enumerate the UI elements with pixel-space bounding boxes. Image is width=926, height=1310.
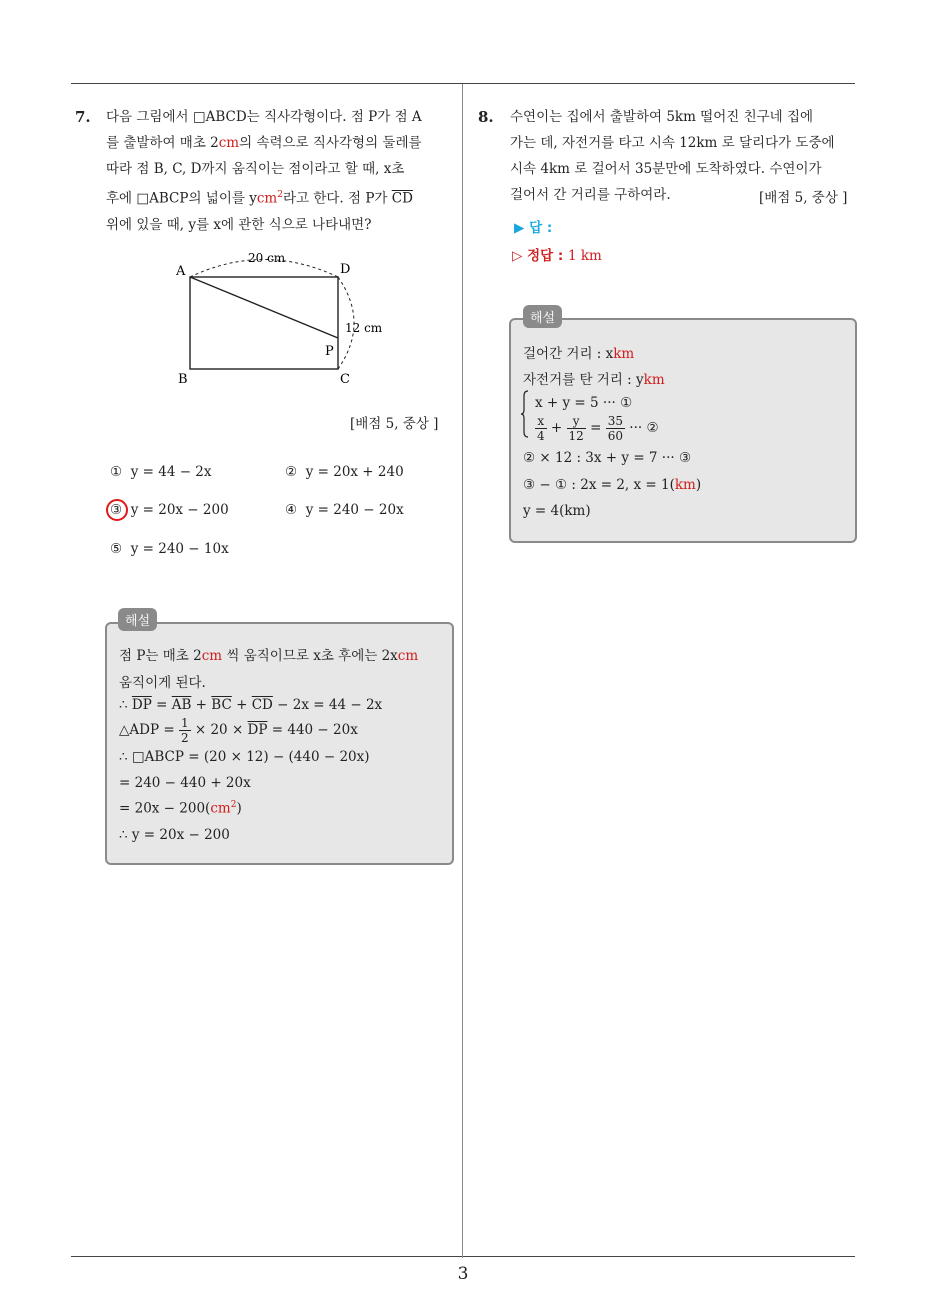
answer-label: ▶ 답 : [514,220,553,236]
choice-4[interactable]: ④ y = 240 − 20x [285,502,404,518]
q8-sol-system-2: $\frac{x}{4}$ + $\frac{y}{12}$ = $\frac{35}{60}$ ··· ② [537,414,659,443]
q7-sol-line-2: 움직이게 된다. [119,675,206,691]
q7-unit-cm: cm [218,135,240,151]
q7-sol-line-8: ∴ y = 20x − 200 [119,827,230,843]
q7-line-5: 위에 있을 때, y를 x에 관한 식으로 나타내면? [106,216,372,233]
q7-sol-line-4: △ADP = $\frac{1}{2}$ × $20 \times \overline{DP} = 440 - 20x$ [119,716,358,745]
q7-line-1: 다음 그림에서 □ABCD는 직사각형이다. 점 P가 점 A [106,109,422,125]
segment-cd: $\overline{CD}$ [391,190,413,207]
q8-sol-line-1: 걸어간 거리 : xkm [523,346,635,362]
label-b: B [178,372,188,387]
q8-sol-line-4: ② × 12 : 3x + y = 7 ··· ③ [523,450,692,466]
choice-5[interactable]: ⑤ y = 240 − 10x [110,541,229,557]
label-c: C [340,372,350,387]
choice-2[interactable]: ② y = 20x + 240 [285,464,404,480]
q8-sol-line-6: y = 4(km) [523,503,591,519]
q8-sol-line-2: 자전거를 탄 거리 : ykm [523,372,665,388]
label-d: D [340,262,351,277]
q7-sol-line-6: = 240 − 440 + 20x [119,775,251,791]
q8-line-2: 가는 데, 자전거를 타고 시속 12km 로 달리다가 도중에 [510,135,835,151]
q7-score: [배점 5, 중상 ] [350,416,439,432]
top-length-label: 20 cm [248,251,286,265]
rectangle-abcd [190,277,338,369]
correct-answer-value: 1 km [567,248,602,264]
q7-number: 7. [75,108,91,126]
q8-score: [배점 5, 중상 ] [759,190,848,206]
page-number: 3 [457,1264,469,1284]
q7-solution-tag: 해설 [118,608,157,631]
q8-line-1: 수연이는 집에서 출발하여 5km 떨어진 친구네 집에 [510,109,814,125]
q7-sol-line-7: = $20x - 200(cm^2)$ [119,800,242,817]
label-a: A [176,264,186,279]
system-brace [521,390,529,438]
q7-line-3: 따라 점 B, C, D까지 움직이는 점이라고 할 때, x초 [106,161,405,177]
right-length-label: 12 cm [345,321,383,335]
q7-line-2: 를 출발하여 매초 2cm의 속력으로 직사각형의 둘레를 [106,135,422,151]
q8-sol-line-5: ③ − ① : 2x = 2, x = 1(km) [523,477,702,493]
rectangle-figure [170,248,390,393]
correct-answer: ▷ 정답 : 1 km [512,248,602,264]
q8-line-4: 걸어서 간 거리를 구하여라. [510,187,671,203]
q8-number: 8. [478,108,494,126]
q7-solution-box [105,622,454,865]
top-rule [71,83,855,84]
segment-ap [190,277,338,338]
q7-sol-line-3: ∴ $\overline{DP} = \overline{AB} + \overline{BC} + \overline{CD} - 2x = 44 - 2x$ [119,697,383,713]
column-divider [462,84,463,1258]
bottom-rule [71,1256,855,1257]
q8-line-3: 시속 4km 로 걸어서 35분만에 도착하였다. 수연이가 [510,161,822,177]
q8-solution-box [509,318,857,543]
choice-1[interactable]: ① y = 44 − 2x [110,464,212,480]
q7-line-4: 후에 □ABCP의 넓이를 ycm$^2$라고 한다. 점 P가 $\overline{CD}$ [106,190,413,207]
q7-text [106,104,456,238]
q8-solution-tag: 해설 [523,305,562,328]
q8-sol-system-1: x + y = 5 ··· ① [535,395,633,411]
q7-sol-line-5: ∴ □ABCP = (20 × 12) − (440 − 20x) [119,749,370,765]
label-p: P [325,344,334,359]
choice-3[interactable]: ③ y = 20x − 200 [110,502,229,518]
q7-sol-line-1: 점 P는 매초 2cm 씩 움직이므로 x초 후에는 2xcm [119,648,419,664]
